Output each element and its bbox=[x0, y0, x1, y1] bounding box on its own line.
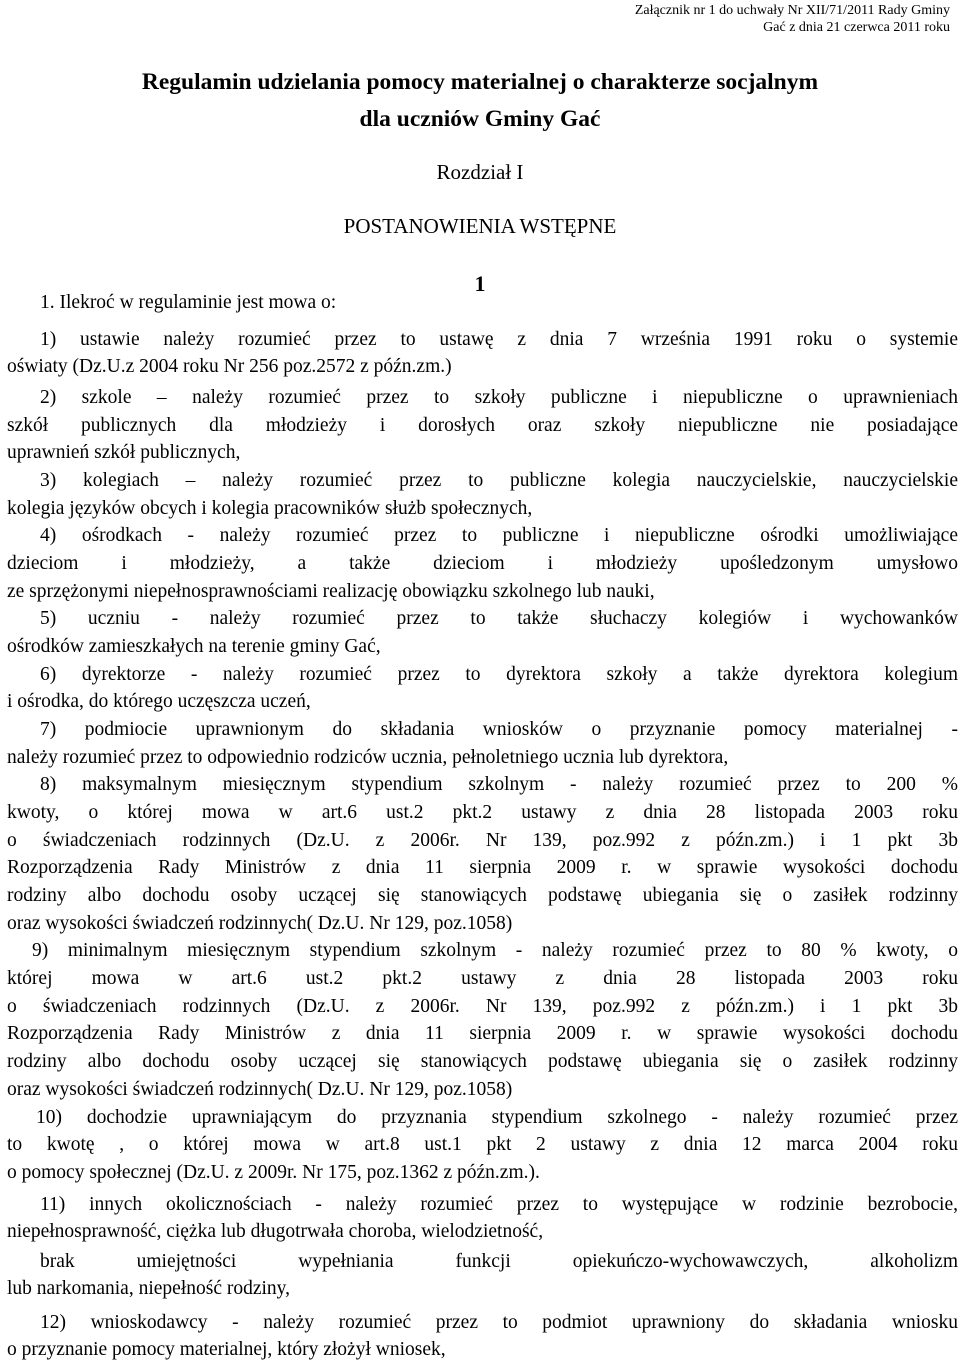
text-line: rodziny albo dochodu osoby uczącej się stanowiących podstawę ubiegania się o zasiłek rodzinny bbox=[7, 885, 958, 906]
text-line: rodziny albo dochodu osoby uczącej się stanowiących podstawę ubiegania się o zasiłek rodzinny bbox=[7, 1051, 958, 1072]
text-line: i ośrodka, do którego uczęszcza uczeń, bbox=[7, 691, 311, 712]
text-line: o pomocy społecznej (Dz.U. z 2009r. Nr 175, poz.1362 z późn.zm.). bbox=[7, 1162, 540, 1183]
attachment-note bbox=[635, 2, 950, 36]
text-line: 9) minimalnym miesięcznym stypendium szkolnym - należy rozumieć przez to 80 % kwoty, o bbox=[32, 940, 958, 961]
text-line: 3) kolegiach – należy rozumieć przez to publiczne kolegia nauczycielskie, nauczycielskie bbox=[40, 470, 958, 491]
text-line: należy rozumieć przez to odpowiednio rodziców ucznia, pełnoletniego ucznia lub dyrektora, bbox=[7, 747, 729, 768]
text-line: kwoty, o której mowa w art.6 ust.2 pkt.2 ustawy z dnia 28 listopada 2003 roku bbox=[7, 802, 958, 823]
text-line: o świadczeniach rodzinnych (Dz.U. z 2006r. Nr 139, poz.992 z późn.zm.) i 1 pkt 3b bbox=[7, 996, 958, 1017]
text-line: 1. Ilekroć w regulaminie jest mowa o: bbox=[40, 292, 337, 313]
text-line: ośrodków zamieszkałych na terenie gminy Gać, bbox=[7, 636, 381, 657]
text-line: oraz wysokości świadczeń rodzinnych( Dz.U. Nr 129, poz.1058) bbox=[7, 913, 513, 934]
section-number-value: 1 bbox=[474, 271, 486, 296]
text-line: oświaty (Dz.U.z 2004 roku Nr 256 poz.2572 z późn.zm.) bbox=[7, 356, 452, 377]
text-line: to kwotę , o której mowa w art.8 ust.1 pkt 2 ustawy z dnia 12 marca 2004 roku bbox=[7, 1134, 958, 1155]
text-line: 11) innych okolicznościach - należy rozumieć przez to występujące w rodzinie bezrobocie, bbox=[40, 1194, 958, 1215]
text-line: lub narkomania, niepełność rodziny, bbox=[7, 1278, 291, 1299]
text-line: 1) ustawie należy rozumieć przez to ustawę z dnia 7 września 1991 roku o systemie bbox=[40, 329, 958, 350]
chapter-label: Rozdział I bbox=[436, 160, 524, 184]
text-line: brak umiejętności wypełniania funkcji opiekuńczo-wychowawczych, alkoholizm bbox=[40, 1251, 958, 1272]
text-line: niepełnosprawność, ciężka lub długotrwała choroba, wielodzietność, bbox=[7, 1221, 544, 1242]
text-line: dzieciom i młodzieży, a także dzieciom i młodzieży upośledzonym umysłowo bbox=[7, 553, 958, 574]
text-line: 2) szkole – należy rozumieć przez to szkoły publiczne i niepubliczne o uprawnieniach bbox=[40, 387, 958, 408]
text-line: kolegia języków obcych i kolegia pracowników służb społecznych, bbox=[7, 498, 533, 519]
attachment-note-line2: Gać z dnia 21 czerwca 2011 roku bbox=[763, 20, 950, 35]
text-line: 8) maksymalnym miesięcznym stypendium szkolnym - należy rozumieć przez to 200 % bbox=[40, 774, 958, 795]
text-line: oraz wysokości świadczeń rodzinnych( Dz.U. Nr 129, poz.1058) bbox=[7, 1079, 513, 1100]
text-line: 10) dochodzie uprawniającym do przyznania stypendium szkolnego - należy rozumieć przez bbox=[36, 1107, 958, 1128]
text-line: 5) uczniu - należy rozumieć przez to także słuchaczy kolegiów i wychowanków bbox=[40, 608, 958, 629]
document-title bbox=[0, 64, 960, 138]
text-line: 6) dyrektorze - należy rozumieć przez to dyrektora szkoły a także dyrektora kolegium bbox=[40, 664, 958, 685]
text-line: ze sprzężonymi niepełnosprawnościami realizację obowiązku szkolnego lub nauki, bbox=[7, 581, 655, 602]
text-line: której mowa w art.6 ust.2 pkt.2 ustawy z dnia 28 listopada 2003 roku bbox=[7, 968, 958, 989]
document-title-line2: dla uczniów Gminy Gać bbox=[359, 106, 601, 132]
text-line: szkół publicznych dla młodzieży i dorosłych oraz szkoły niepubliczne nie posiadające bbox=[7, 415, 958, 436]
text-line: o świadczeniach rodzinnych (Dz.U. z 2006r. Nr 139, poz.992 z późn.zm.) i 1 pkt 3b bbox=[7, 830, 958, 851]
text-line: Rozporządzenia Rady Ministrów z dnia 11 sierpnia 2009 r. w sprawie wysokości dochodu bbox=[7, 1023, 958, 1044]
text-line: Rozporządzenia Rady Ministrów z dnia 11 sierpnia 2009 r. w sprawie wysokości dochodu bbox=[7, 857, 958, 878]
attachment-note-line1: Załącznik nr 1 do uchwały Nr XII/71/2011 Rady Gminy bbox=[634, 3, 950, 18]
chapter-subtitle: POSTANOWIENIA WSTĘPNE bbox=[343, 214, 617, 238]
text-line: 4) ośrodkach - należy rozumieć przez to publiczne i niepubliczne ośrodki umożliwiające bbox=[40, 525, 958, 546]
document-title-line1: Regulamin udzielania pomocy materialnej o charakterze socjalnym bbox=[141, 69, 819, 95]
text-line: uprawnień szkół publicznych, bbox=[7, 442, 241, 463]
text-line: 7) podmiocie uprawnionym do składania wniosków o przyznanie pomocy materialnej - bbox=[40, 719, 958, 740]
text-line: o przyznanie pomocy materialnej, który złożył wniosek, bbox=[7, 1339, 446, 1360]
text-line: 12) wnioskodawcy - należy rozumieć przez to podmiot uprawniony do składania wniosku bbox=[40, 1312, 958, 1333]
